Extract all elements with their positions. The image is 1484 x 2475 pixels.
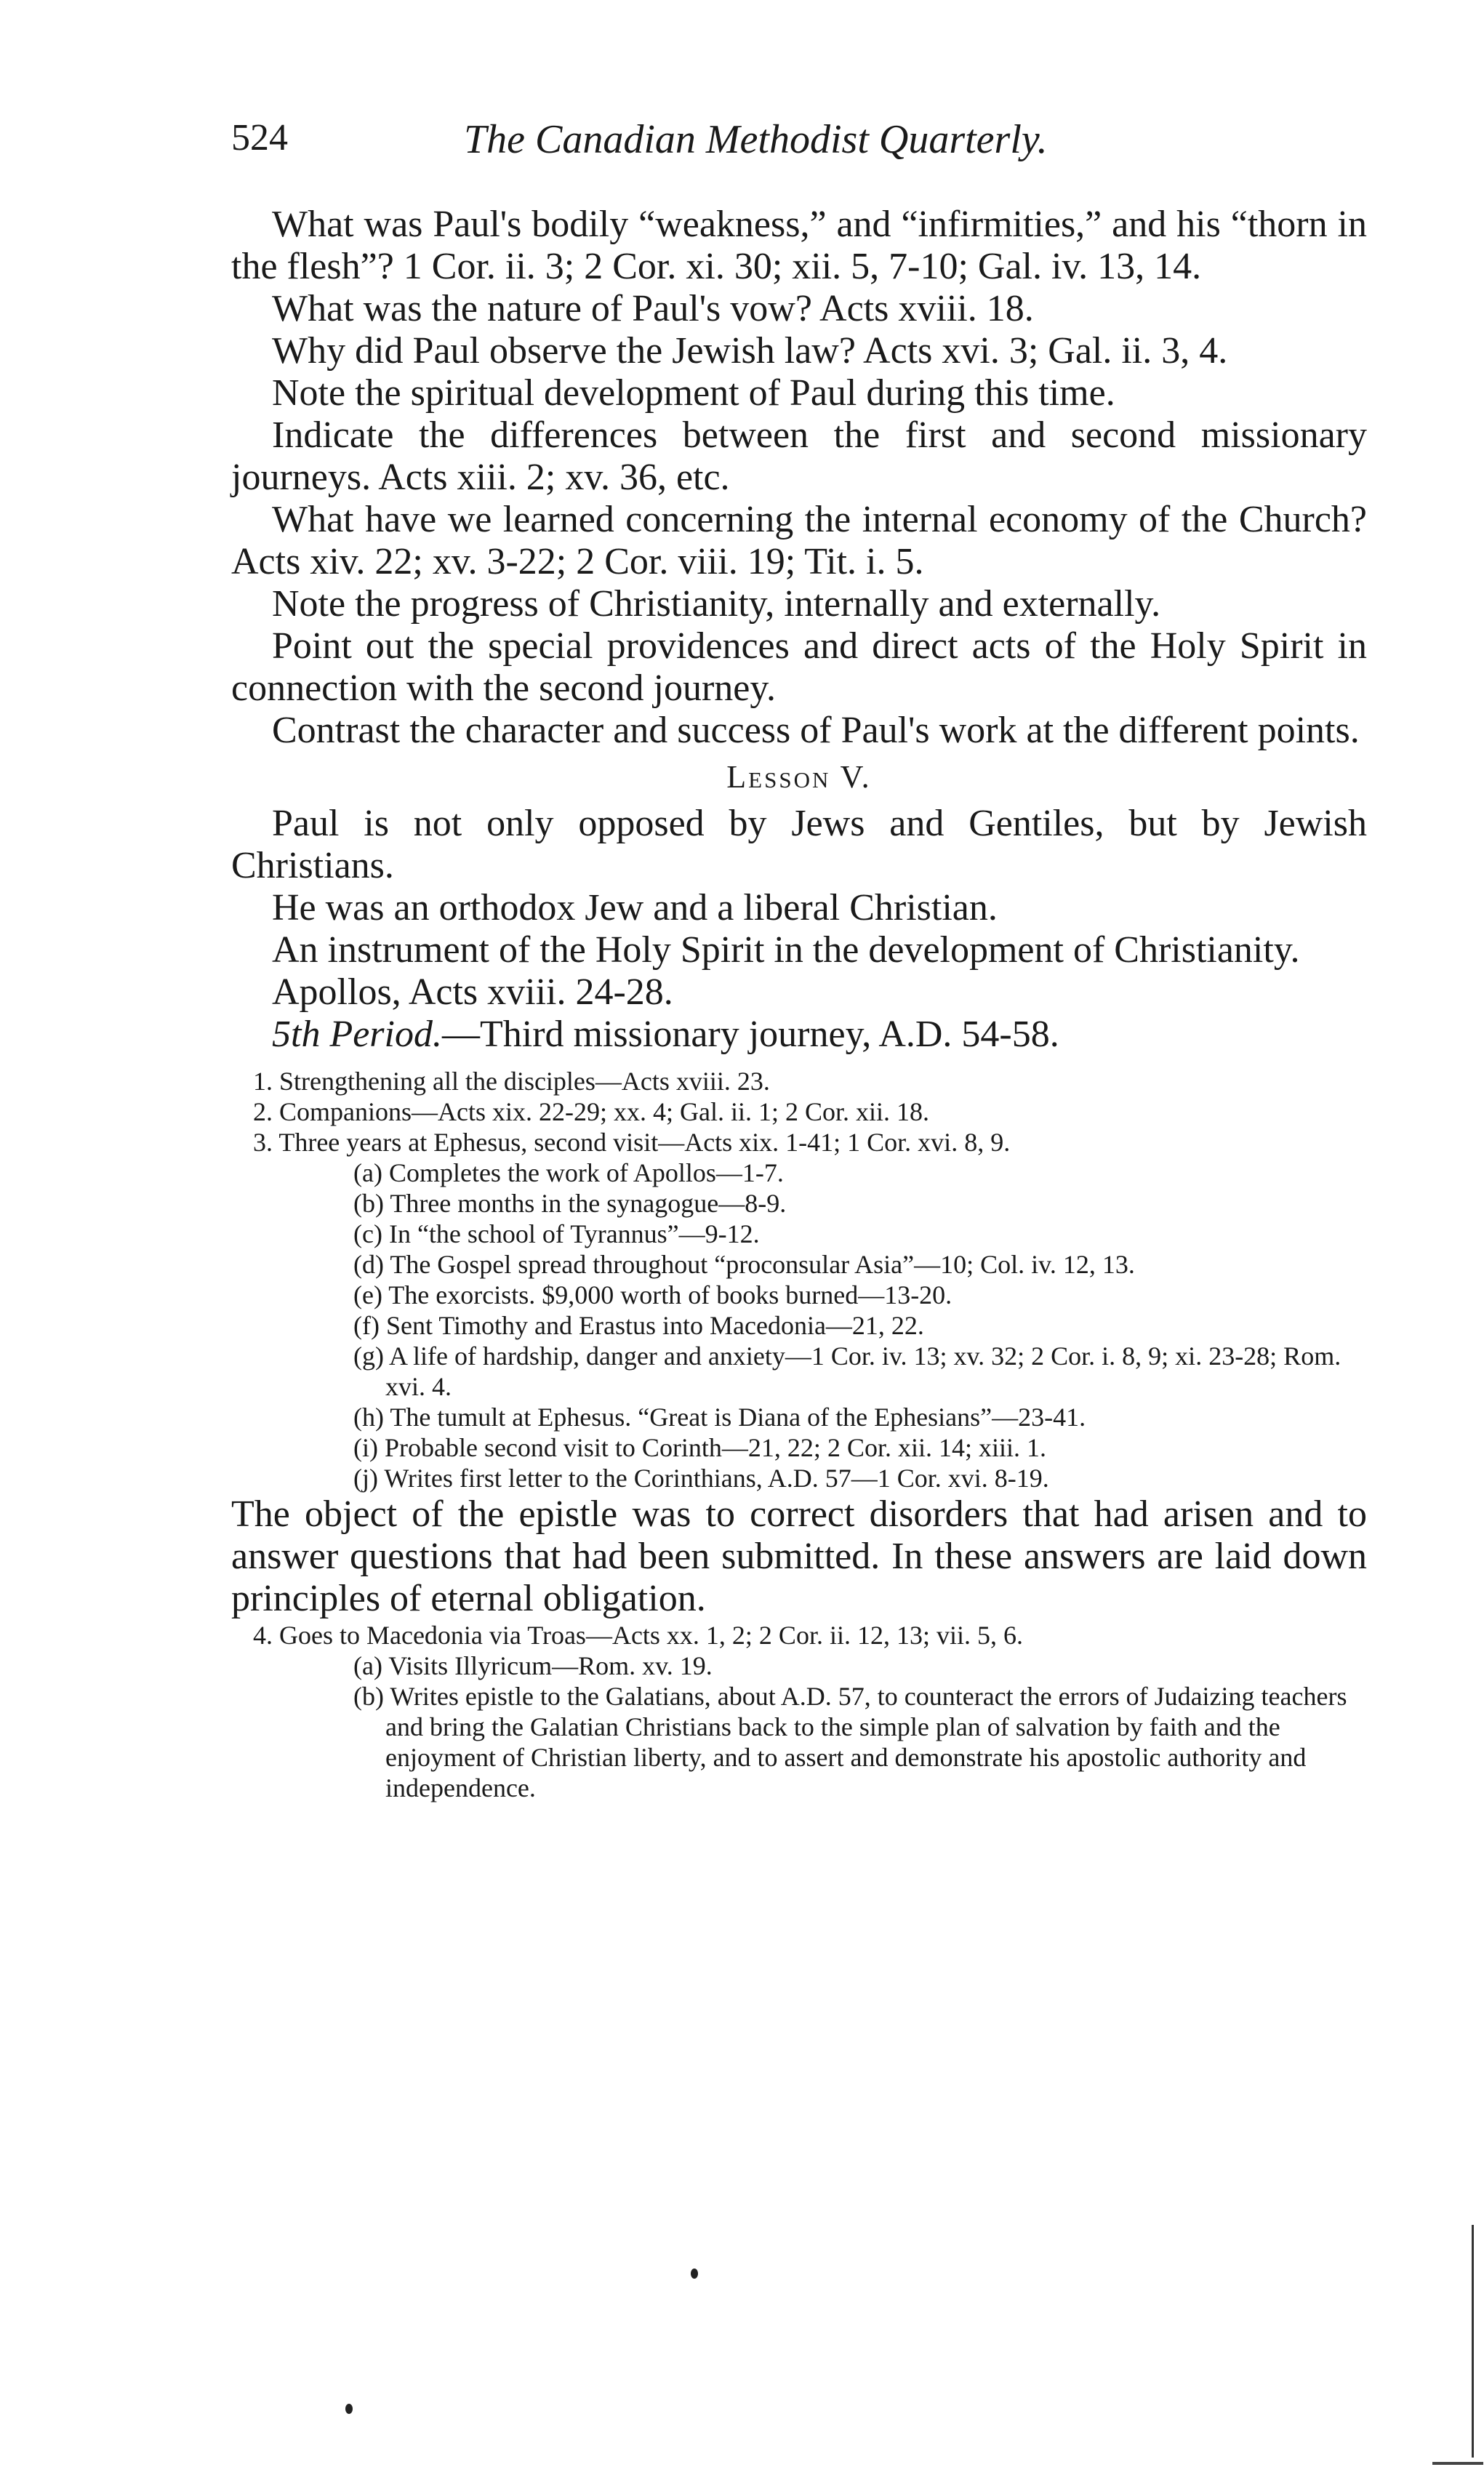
sub-item: (b) Writes epistle to the Galatians, about A.D. 57, to counteract the errors of Judaizing teachers and bring the Galatian Christians back to the simple plan of salvation by faith and the enjoyment of Christian liberty, and to assert and demonstrate his apostolic authority and independence. [353, 1682, 1347, 1802]
question-paragraph: What have we learned concerning the internal economy of the Church? Acts xiv. 22; xv. 3-22; 2 Cor. viii. 19; Tit. i. 5. [231, 499, 1367, 582]
question-paragraph: Note the progress of Christianity, internally and externally. [272, 583, 1161, 625]
sub-item: (a) Completes the work of Apollos—1-7. [353, 1158, 784, 1187]
sub-item: (a) Visits Illyricum—Rom. xv. 19. [353, 1651, 713, 1680]
sub-item: (i) Probable second visit to Corinth—21, 22; 2 Cor. xii. 14; xiii. 1. [353, 1433, 1046, 1462]
running-header [231, 116, 1365, 175]
ink-speck [691, 2269, 698, 2279]
question-paragraph: Indicate the differences between the first and second missionary journeys. Acts xiii. 2; xv. 36, etc. [231, 414, 1367, 498]
period-label: 5th Period. [272, 1014, 442, 1055]
epistle-note: The object of the epistle was to correct disorders that had arisen and to answer questions that had been submitted. In these answers are laid down principles of eternal obligation. [231, 1493, 1367, 1619]
question-paragraph: Note the spiritual development of Paul during this time. [272, 372, 1115, 414]
page-number: 524 [231, 117, 288, 159]
lesson-paragraph: An instrument of the Holy Spirit in the development of Christianity. [272, 929, 1300, 971]
sub-item: (d) The Gospel spread throughout “proconsular Asia”—10; Col. iv. 12, 13. [353, 1250, 1135, 1279]
sub-item: (e) The exorcists. $9,000 worth of books burned—13-20. [353, 1280, 952, 1309]
page-edge-mark [1432, 2462, 1483, 2465]
page-edge-rule [1472, 2225, 1474, 2458]
period-text: —Third missionary journey, A.D. 54-58. [441, 1014, 1059, 1055]
sub-item: (b) Three months in the synagogue—8-9. [353, 1189, 787, 1218]
lesson-paragraph: Paul is not only opposed by Jews and Gentiles, but by Jewish Christians. [231, 803, 1367, 886]
ink-speck [345, 2404, 353, 2414]
main-text [231, 204, 1367, 1803]
numbered-item: 4. Goes to Macedonia via Troas—Acts xx. 1, 2; 2 Cor. ii. 12, 13; vii. 5, 6. [253, 1621, 1023, 1650]
question-paragraph: Why did Paul observe the Jewish law? Acts xvi. 3; Gal. ii. 3, 4. [272, 330, 1228, 372]
numbered-item: 2. Companions—Acts xix. 22-29; xx. 4; Gal. ii. 1; 2 Cor. xii. 18. [253, 1097, 929, 1126]
sub-item: (g) A life of hardship, danger and anxiety—1 Cor. iv. 13; xv. 32; 2 Cor. i. 8, 9; xi. 23-28; Rom. xvi. 4. [353, 1341, 1341, 1401]
lesson-paragraph: Apollos, Acts xviii. 24-28. [272, 971, 673, 1013]
lesson-paragraph: He was an orthodox Jew and a liberal Christian. [272, 887, 998, 928]
question-paragraph: What was Paul's bodily “weakness,” and “infirmities,” and his “thorn in the flesh”? 1 Cor. ii. 3; 2 Cor. xi. 30; xii. 5, 7-10; Gal. iv. 13, 14. [231, 204, 1367, 287]
question-paragraph: Contrast the character and success of Paul's work at the different points. [272, 710, 1360, 751]
running-title: The Canadian Methodist Quarterly. [464, 117, 1048, 162]
period-line [231, 1014, 1367, 1056]
lesson-heading: Lesson V. [726, 759, 872, 795]
question-paragraph: What was the nature of Paul's vow? Acts xviii. 18. [272, 288, 1034, 329]
sub-item: (h) The tumult at Ephesus. “Great is Diana of the Ephesians”—23-41. [353, 1403, 1086, 1432]
sub-item: (c) In “the school of Tyrannus”—9-12. [353, 1219, 760, 1248]
sub-item: (f) Sent Timothy and Erastus into Macedonia—21, 22. [353, 1311, 924, 1340]
numbered-item: 3. Three years at Ephesus, second visit—Acts xix. 1-41; 1 Cor. xvi. 8, 9. [253, 1128, 1011, 1157]
sub-item: (j) Writes first letter to the Corinthians, A.D. 57—1 Cor. xvi. 8-19. [353, 1464, 1049, 1493]
numbered-item: 1. Strengthening all the disciples—Acts xviii. 23. [253, 1067, 770, 1096]
question-paragraph: Point out the special providences and direct acts of the Holy Spirit in connection with the second journey. [231, 625, 1367, 709]
